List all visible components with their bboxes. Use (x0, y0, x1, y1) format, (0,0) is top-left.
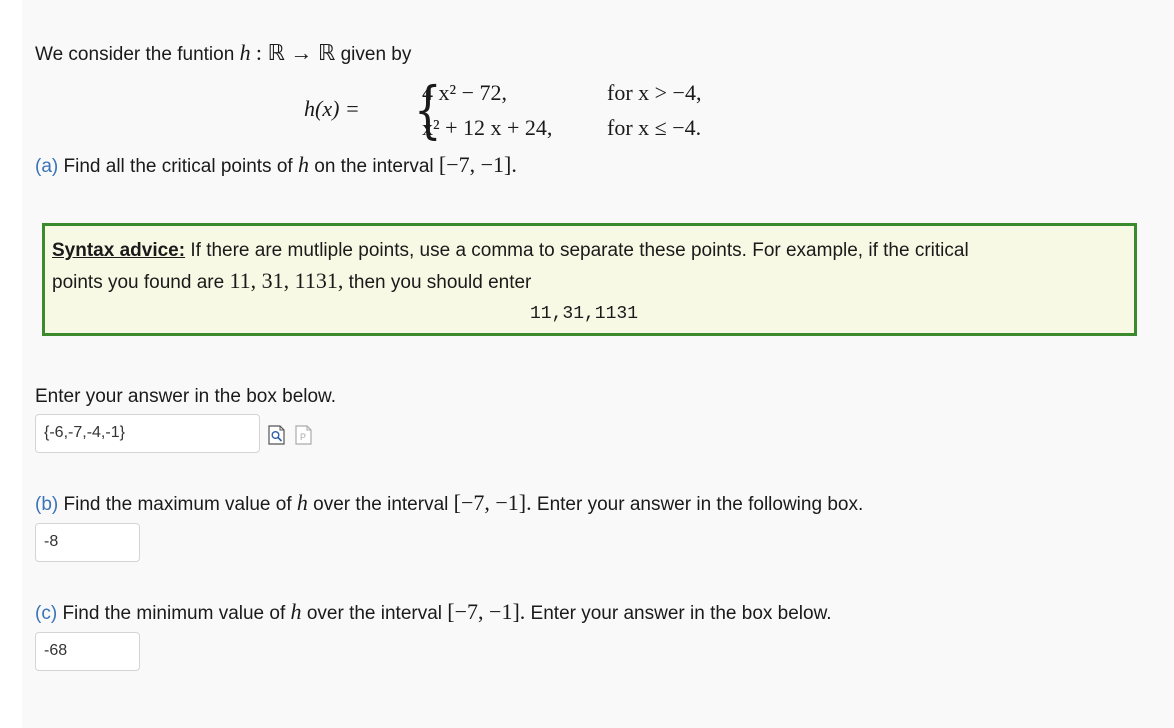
part-b-fn: h (296, 490, 308, 515)
advice-text-2-suffix: then you should enter (348, 272, 532, 293)
part-b-question (35, 491, 863, 517)
formula-editor-icon[interactable] (295, 425, 312, 445)
part-b-interval: [−7, −1]. (453, 490, 532, 515)
case1-expression: 4 x² − 72, (422, 80, 508, 105)
part-c-fn: h (290, 599, 302, 624)
svg-text:P: P (300, 432, 307, 442)
advice-line-1 (52, 239, 969, 263)
answer-b-input[interactable]: -8 (35, 523, 140, 562)
part-c-middle: over the interval (306, 603, 443, 624)
advice-heading: Syntax advice: (52, 240, 186, 261)
preview-answer-icon[interactable] (268, 425, 285, 445)
part-b-middle: over the interval (313, 494, 449, 515)
part-a-middle: on the interval (314, 156, 434, 177)
part-c-suffix: Enter your answer in the box below. (530, 603, 832, 624)
advice-example-math: 11, 31, 1131, (229, 268, 344, 293)
part-c-label: (c) (35, 603, 58, 624)
enter-answer-prompt: Enter your answer in the box below. (35, 386, 337, 407)
case2-condition: for x ≤ −4. (607, 115, 702, 140)
advice-text-2-prefix: points you found are (52, 272, 225, 293)
part-a-question (35, 153, 517, 179)
intro-suffix: given by (340, 44, 412, 65)
advice-example-code: 11,31,1131 (530, 304, 639, 324)
part-b-suffix: Enter your answer in the following box. (536, 494, 864, 515)
case2-expression: x² + 12 x + 24, (422, 115, 553, 140)
intro-mapping: : ℝ → ℝ (255, 40, 336, 65)
answer-c-input[interactable]: -68 (35, 632, 140, 671)
intro-prefix: We consider the funtion (35, 44, 235, 65)
case1-condition: for x > −4, (607, 80, 702, 105)
part-b-label: (b) (35, 494, 59, 515)
advice-line-2 (52, 269, 531, 295)
answer-a-input[interactable]: {-6,-7,-4,-1} (35, 414, 260, 453)
part-a-label: (a) (35, 156, 59, 177)
part-c-prefix: Find the minimum value of (62, 603, 286, 624)
definition-lhs: h(x) = (304, 96, 360, 121)
advice-text-1: If there are mutliple points, use a comma to separate these points. For example, if the critical (190, 240, 969, 261)
definition-brace: { (414, 73, 442, 146)
part-b-prefix: Find the maximum value of (63, 494, 292, 515)
part-a-fn: h (297, 152, 309, 177)
part-a-interval: [−7, −1]. (438, 152, 517, 177)
part-c-interval: [−7, −1]. (447, 599, 526, 624)
intro-fn: h (239, 40, 251, 65)
part-a-prefix: Find all the critical points of (63, 156, 293, 177)
syntax-advice-box (42, 223, 1137, 336)
part-c-question (35, 600, 832, 626)
intro-line (35, 41, 411, 67)
